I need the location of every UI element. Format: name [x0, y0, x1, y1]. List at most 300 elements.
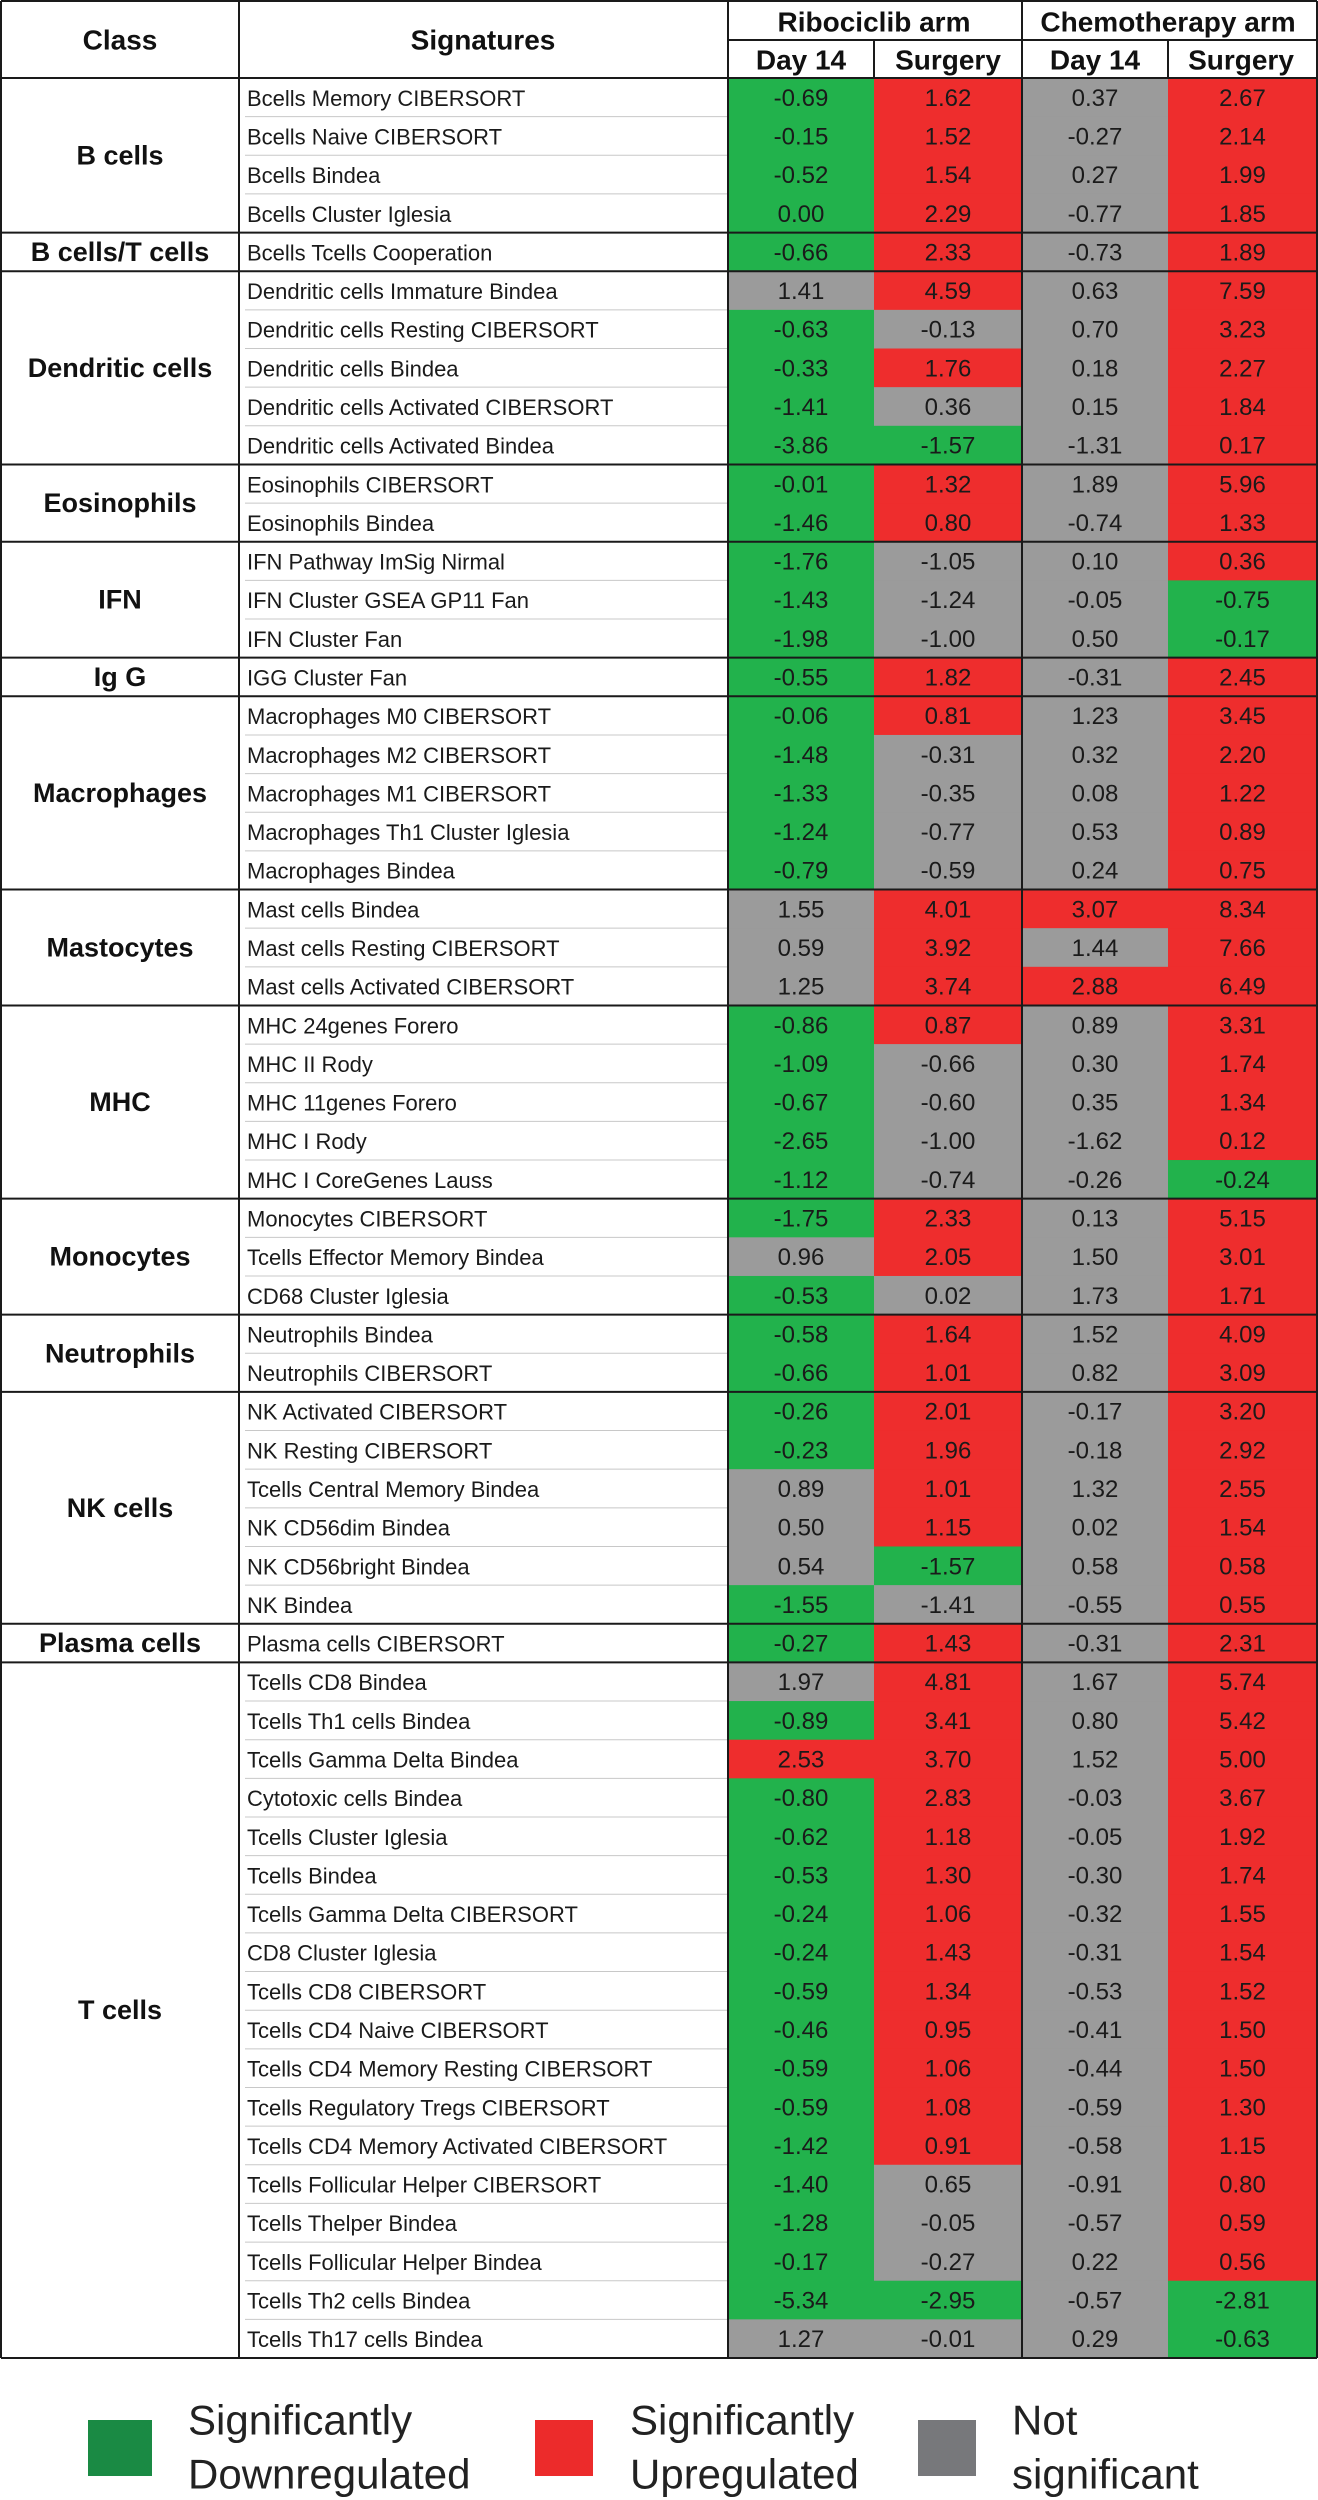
- value-label: 0.81: [924, 703, 972, 731]
- signature-label: Dendritic cells Activated Bindea: [247, 433, 554, 459]
- value-label: 1.67: [1071, 1669, 1119, 1697]
- signature-label: Tcells CD4 Naive CIBERSORT: [247, 2018, 549, 2044]
- value-label: 2.92: [1219, 1437, 1266, 1465]
- value-label: 7.59: [1219, 278, 1266, 306]
- value-label: 0.63: [1071, 278, 1119, 306]
- signature-label: IFN Cluster Fan: [247, 626, 403, 652]
- value-label: 0.89: [1219, 819, 1266, 847]
- header-ribociclib-arm: Ribociclib arm: [777, 6, 971, 38]
- value-label: 0.15: [1071, 393, 1119, 421]
- class-label: Neutrophils: [44, 1338, 196, 1369]
- value-label: -0.67: [773, 1089, 829, 1117]
- signature-label: Tcells Cluster Iglesia: [247, 1824, 448, 1850]
- value-label: 2.53: [777, 1746, 825, 1774]
- value-label: -0.86: [773, 1012, 829, 1040]
- value-label: 1.15: [924, 1514, 972, 1542]
- value-label: 1.06: [924, 2055, 972, 2083]
- value-label: -1.28: [773, 2210, 829, 2238]
- value-label: 1.52: [924, 123, 972, 151]
- signature-label: Mast cells Activated CIBERSORT: [247, 974, 575, 1000]
- value-label: -1.24: [773, 819, 829, 847]
- value-label: 5.15: [1219, 1205, 1266, 1233]
- value-label: -1.98: [773, 625, 829, 653]
- value-label: 1.89: [1071, 471, 1119, 499]
- header-signatures: Signatures: [410, 24, 556, 56]
- value-label: 0.82: [1071, 1360, 1119, 1388]
- value-label: -0.31: [1067, 664, 1123, 692]
- value-label: -1.55: [773, 1591, 829, 1619]
- signature-label: Mast cells Resting CIBERSORT: [247, 935, 560, 961]
- value-label: 0.89: [1071, 1012, 1119, 1040]
- signature-label: Bcells Cluster Iglesia: [247, 201, 452, 227]
- value-label: 2.05: [924, 1244, 972, 1272]
- value-label: 0.87: [924, 1012, 972, 1040]
- signature-label: Macrophages Bindea: [247, 858, 455, 884]
- signature-label: Eosinophils Bindea: [247, 510, 435, 536]
- value-label: 1.52: [1071, 1321, 1119, 1349]
- value-label: -2.65: [773, 1128, 829, 1156]
- signature-label: NK CD56dim Bindea: [247, 1515, 450, 1541]
- value-label: -1.42: [773, 2132, 829, 2160]
- value-label: 1.43: [924, 1630, 972, 1658]
- value-label: -0.62: [773, 1823, 829, 1851]
- value-label: 2.27: [1219, 355, 1266, 383]
- value-label: -0.89: [773, 1707, 829, 1735]
- signature-label: Tcells CD4 Memory Activated CIBERSORT: [247, 2133, 668, 2159]
- value-label: -1.43: [773, 587, 829, 615]
- value-label: -0.24: [773, 1939, 829, 1967]
- value-label: 2.29: [924, 200, 972, 228]
- value-label: 1.01: [924, 1360, 972, 1388]
- value-label: 1.97: [777, 1669, 825, 1697]
- value-label: -0.30: [1067, 1862, 1123, 1890]
- value-label: 0.59: [1219, 2210, 1266, 2238]
- value-label: 2.33: [924, 239, 972, 267]
- signature-label: Bcells Tcells Cooperation: [247, 240, 493, 266]
- value-label: 1.92: [1219, 1823, 1266, 1851]
- legend-ns-line1: Not: [1012, 2396, 1078, 2444]
- value-label: 1.50: [1219, 2017, 1266, 2045]
- value-label: 1.71: [1219, 1282, 1266, 1310]
- signature-label: Dendritic cells Resting CIBERSORT: [247, 317, 599, 343]
- value-label: 1.43: [924, 1939, 972, 1967]
- value-label: -0.58: [773, 1321, 829, 1349]
- value-label: -1.05: [920, 548, 976, 576]
- value-label: 0.91: [924, 2132, 972, 2160]
- value-label: -0.24: [1215, 1166, 1270, 1194]
- value-label: -0.59: [773, 1978, 829, 2006]
- signature-label: Neutrophils CIBERSORT: [247, 1361, 493, 1387]
- signature-label: Tcells Bindea: [247, 1863, 377, 1889]
- value-label: -1.40: [773, 2171, 829, 2199]
- value-label: -1.09: [773, 1050, 829, 1078]
- value-label: 0.59: [777, 934, 825, 962]
- value-label: -0.17: [1215, 625, 1270, 653]
- legend-down-line1: Significantly: [188, 2396, 413, 2444]
- value-label: 0.70: [1071, 316, 1119, 344]
- legend: [88, 2397, 1199, 2498]
- value-label: 4.81: [924, 1669, 972, 1697]
- class-label: Mastocytes: [46, 932, 194, 963]
- value-label: -0.74: [1067, 509, 1123, 537]
- value-label: 1.82: [924, 664, 972, 692]
- value-label: 0.13: [1071, 1205, 1119, 1233]
- value-label: 0.36: [1219, 548, 1266, 576]
- value-label: 3.09: [1219, 1360, 1266, 1388]
- value-label: 3.45: [1219, 703, 1266, 731]
- signature-label: Macrophages M0 CIBERSORT: [247, 704, 552, 730]
- value-label: -0.26: [773, 1398, 829, 1426]
- signature-label: Tcells Effector Memory Bindea: [247, 1245, 544, 1271]
- value-label: 0.55: [1219, 1591, 1266, 1619]
- legend-down-line2: Downregulated: [188, 2450, 471, 2498]
- value-label: -0.75: [1215, 587, 1270, 615]
- value-label: -1.24: [920, 587, 976, 615]
- signature-label: IFN Pathway ImSig Nirmal: [247, 549, 505, 575]
- class-label: B cells/T cells: [30, 236, 210, 267]
- signature-label: MHC 11genes Forero: [247, 1090, 457, 1116]
- class-label: Ig G: [93, 661, 147, 692]
- value-label: 0.54: [777, 1553, 825, 1581]
- value-label: -0.57: [1067, 2287, 1123, 2315]
- value-label: -0.23: [773, 1437, 829, 1465]
- value-label: -0.52: [773, 162, 829, 190]
- value-label: 2.01: [924, 1398, 972, 1426]
- signature-label: MHC I CoreGenes Lauss: [247, 1167, 493, 1193]
- value-label: 2.14: [1219, 123, 1266, 151]
- value-label: -1.33: [773, 780, 829, 808]
- signature-label: CD8 Cluster Iglesia: [247, 1940, 437, 1966]
- value-label: 0.00: [777, 200, 825, 228]
- value-label: 1.33: [1219, 509, 1266, 537]
- value-label: -0.59: [773, 2094, 829, 2122]
- value-label: 1.54: [1219, 1514, 1266, 1542]
- value-label: -1.31: [1067, 432, 1123, 460]
- value-label: -0.31: [1067, 1630, 1123, 1658]
- value-label: 8.34: [1219, 896, 1266, 924]
- value-label: 3.31: [1219, 1012, 1266, 1040]
- value-label: -0.27: [1067, 123, 1123, 151]
- value-label: -0.66: [773, 239, 829, 267]
- value-label: 0.80: [924, 509, 972, 537]
- value-label: 1.50: [1219, 2055, 1266, 2083]
- value-label: 0.80: [1071, 1707, 1119, 1735]
- class-label: IFN: [98, 584, 142, 615]
- legend-swatch-up: [535, 2420, 593, 2476]
- value-label: 1.32: [1071, 1476, 1119, 1504]
- value-label: -0.69: [773, 84, 829, 112]
- value-label: -1.41: [920, 1591, 976, 1619]
- signature-label: Tcells Follicular Helper Bindea: [247, 2249, 542, 2275]
- value-label: 3.67: [1219, 1785, 1266, 1813]
- signature-label: Tcells Gamma Delta CIBERSORT: [247, 1902, 578, 1928]
- header-ribo-surgery: Surgery: [895, 44, 1001, 76]
- value-label: 1.55: [777, 896, 825, 924]
- value-label: -0.17: [1067, 1398, 1123, 1426]
- header-chemotherapy-arm: Chemotherapy arm: [1040, 6, 1296, 38]
- value-label: 1.52: [1219, 1978, 1266, 2006]
- value-label: -1.57: [920, 432, 976, 460]
- signature-label: MHC 24genes Forero: [247, 1013, 459, 1039]
- value-label: 1.06: [924, 1901, 972, 1929]
- signature-label: IFN Cluster GSEA GP11 Fan: [247, 588, 530, 614]
- signature-label: NK Resting CIBERSORT: [247, 1438, 493, 1464]
- value-label: 3.01: [1219, 1244, 1266, 1272]
- value-label: -1.48: [773, 741, 829, 769]
- value-label: -3.86: [773, 432, 829, 460]
- value-label: -0.74: [920, 1166, 976, 1194]
- value-label: -1.00: [920, 625, 976, 653]
- value-label: 5.74: [1219, 1669, 1266, 1697]
- value-label: -0.91: [1067, 2171, 1123, 2199]
- value-label: 1.50: [1071, 1244, 1119, 1272]
- value-label: -0.66: [920, 1050, 976, 1078]
- value-label: -0.31: [920, 741, 976, 769]
- value-label: -5.34: [773, 2287, 829, 2315]
- value-label: -2.95: [920, 2287, 976, 2315]
- value-label: 1.74: [1219, 1050, 1266, 1078]
- value-label: 0.24: [1071, 857, 1119, 885]
- value-label: 0.37: [1071, 84, 1119, 112]
- value-label: -1.00: [920, 1128, 976, 1156]
- value-label: -1.46: [773, 509, 829, 537]
- value-label: 3.20: [1219, 1398, 1266, 1426]
- value-label: -0.18: [1067, 1437, 1123, 1465]
- signature-label: Tcells Regulatory Tregs CIBERSORT: [247, 2095, 610, 2121]
- signature-label: NK CD56bright Bindea: [247, 1554, 470, 1580]
- class-label: Eosinophils: [43, 488, 197, 519]
- value-label: 2.31: [1219, 1630, 1266, 1658]
- value-label: 1.08: [924, 2094, 972, 2122]
- signature-label: Mast cells Bindea: [247, 897, 420, 923]
- value-label: -0.63: [773, 316, 829, 344]
- value-label: 0.35: [1071, 1089, 1119, 1117]
- header-chemo-surgery: Surgery: [1188, 44, 1294, 76]
- signature-label: Bcells Memory CIBERSORT: [247, 85, 526, 111]
- value-label: -0.32: [1067, 1901, 1123, 1929]
- value-label: -0.27: [920, 2248, 976, 2276]
- value-label: -0.55: [773, 664, 829, 692]
- value-label: -0.77: [920, 819, 976, 847]
- value-label: 6.49: [1219, 973, 1266, 1001]
- value-label: -0.53: [773, 1862, 829, 1890]
- class-label: Monocytes: [49, 1241, 191, 1272]
- value-label: 0.58: [1219, 1553, 1266, 1581]
- value-label: 1.22: [1219, 780, 1266, 808]
- signature-label: Cytotoxic cells Bindea: [247, 1786, 463, 1812]
- value-label: 0.10: [1071, 548, 1119, 576]
- signature-label: Tcells CD8 Bindea: [247, 1670, 427, 1696]
- value-label: 1.52: [1071, 1746, 1119, 1774]
- signature-label: Dendritic cells Immature Bindea: [247, 279, 558, 305]
- value-label: 0.50: [1071, 625, 1119, 653]
- value-label: -0.01: [773, 471, 829, 499]
- value-label: -0.53: [1067, 1978, 1123, 2006]
- value-label: -0.17: [773, 2248, 829, 2276]
- value-label: 1.89: [1219, 239, 1266, 267]
- legend-up-line1: Significantly: [630, 2396, 855, 2444]
- legend-up-line2: Upregulated: [630, 2450, 859, 2498]
- signature-label: MHC II Rody: [247, 1051, 373, 1077]
- value-label: -0.44: [1067, 2055, 1123, 2083]
- value-label: 0.50: [777, 1514, 825, 1542]
- signature-label: Macrophages Th1 Cluster Iglesia: [247, 820, 570, 846]
- value-label: 1.74: [1219, 1862, 1266, 1890]
- value-label: 1.01: [924, 1476, 972, 1504]
- legend-ns-line2: significant: [1012, 2450, 1199, 2498]
- value-label: -0.59: [1067, 2094, 1123, 2122]
- value-label: 0.08: [1071, 780, 1119, 808]
- signature-label: Plasma cells CIBERSORT: [247, 1631, 505, 1657]
- value-label: 1.96: [924, 1437, 972, 1465]
- class-label: B cells: [76, 140, 164, 171]
- legend-swatch-ns: [918, 2420, 976, 2476]
- value-label: 0.30: [1071, 1050, 1119, 1078]
- value-label: -0.03: [1067, 1785, 1123, 1813]
- value-label: -0.05: [1067, 587, 1123, 615]
- signature-label: NK Bindea: [247, 1592, 353, 1618]
- value-label: -0.31: [1067, 1939, 1123, 1967]
- value-label: 1.62: [924, 84, 972, 112]
- class-label: MHC: [89, 1087, 151, 1118]
- value-label: -0.13: [920, 316, 976, 344]
- signature-label: Monocytes CIBERSORT: [247, 1206, 488, 1232]
- class-label: T cells: [77, 1995, 163, 2026]
- signature-label: MHC I Rody: [247, 1129, 367, 1155]
- value-label: -0.53: [773, 1282, 829, 1310]
- value-label: 0.22: [1071, 2248, 1119, 2276]
- signature-label: Tcells Thelper Bindea: [247, 2211, 457, 2237]
- signature-label: Bcells Naive CIBERSORT: [247, 124, 503, 150]
- value-label: 1.32: [924, 471, 972, 499]
- value-label: -0.41: [1067, 2017, 1123, 2045]
- value-label: 0.56: [1219, 2248, 1266, 2276]
- value-label: -1.12: [773, 1166, 829, 1194]
- value-label: 7.66: [1219, 934, 1266, 962]
- value-label: 5.96: [1219, 471, 1266, 499]
- signature-label: Tcells Central Memory Bindea: [247, 1477, 540, 1503]
- value-label: 0.02: [1071, 1514, 1119, 1542]
- value-label: -0.27: [773, 1630, 829, 1658]
- value-label: 2.33: [924, 1205, 972, 1233]
- value-label: 1.54: [924, 162, 972, 190]
- value-label: -0.05: [1067, 1823, 1123, 1851]
- value-label: 1.27: [777, 2326, 825, 2354]
- legend-swatch-down: [88, 2420, 152, 2476]
- value-label: -1.75: [773, 1205, 829, 1233]
- value-label: 0.36: [924, 393, 972, 421]
- value-label: 0.58: [1071, 1553, 1119, 1581]
- value-label: -0.35: [920, 780, 976, 808]
- value-label: 0.27: [1071, 162, 1119, 190]
- value-label: -1.62: [1067, 1128, 1123, 1156]
- value-label: 2.55: [1219, 1476, 1266, 1504]
- value-label: 1.54: [1219, 1939, 1266, 1967]
- signature-label: Tcells CD8 CIBERSORT: [247, 1979, 487, 2005]
- value-label: 1.64: [924, 1321, 972, 1349]
- value-label: -0.57: [1067, 2210, 1123, 2238]
- value-label: -0.59: [773, 2055, 829, 2083]
- value-label: 1.99: [1219, 162, 1266, 190]
- value-label: 3.70: [924, 1746, 972, 1774]
- signature-label: Dendritic cells Activated CIBERSORT: [247, 394, 614, 420]
- header-ribo-day14: Day 14: [755, 44, 847, 76]
- value-label: 1.76: [924, 355, 972, 383]
- value-label: -0.01: [920, 2326, 976, 2354]
- value-label: 2.45: [1219, 664, 1266, 692]
- signature-label: CD68 Cluster Iglesia: [247, 1283, 449, 1309]
- value-label: 0.65: [924, 2171, 972, 2199]
- value-label: 4.09: [1219, 1321, 1266, 1349]
- signature-label: Tcells Th2 cells Bindea: [247, 2288, 471, 2314]
- header-class: Class: [82, 24, 158, 56]
- value-label: 2.20: [1219, 741, 1266, 769]
- value-label: 0.32: [1071, 741, 1119, 769]
- value-label: 0.53: [1071, 819, 1119, 847]
- value-label: 4.01: [924, 896, 972, 924]
- value-label: 0.12: [1219, 1128, 1266, 1156]
- signature-label: Tcells CD4 Memory Resting CIBERSORT: [247, 2056, 653, 2082]
- value-label: -0.60: [920, 1089, 976, 1117]
- signature-label: Tcells Th17 cells Bindea: [247, 2327, 483, 2353]
- value-label: 1.30: [1219, 2094, 1266, 2122]
- signature-label: Bcells Bindea: [247, 163, 381, 189]
- signature-label: NK Activated CIBERSORT: [247, 1399, 508, 1425]
- value-label: 2.88: [1071, 973, 1119, 1001]
- value-label: 3.92: [924, 934, 972, 962]
- value-label: -0.26: [1067, 1166, 1123, 1194]
- value-label: 3.74: [924, 973, 972, 1001]
- value-label: -1.76: [773, 548, 829, 576]
- value-label: -0.06: [773, 703, 829, 731]
- value-label: 1.85: [1219, 200, 1266, 228]
- class-label: Plasma cells: [38, 1628, 202, 1659]
- value-label: 1.73: [1071, 1282, 1119, 1310]
- value-label: 1.41: [777, 278, 825, 306]
- value-label: 1.34: [1219, 1089, 1266, 1117]
- signature-label: Tcells Follicular Helper CIBERSORT: [247, 2172, 602, 2198]
- value-label: 5.42: [1219, 1707, 1266, 1735]
- value-label: 3.23: [1219, 316, 1266, 344]
- value-label: -0.66: [773, 1360, 829, 1388]
- value-label: 0.75: [1219, 857, 1266, 885]
- value-label: -0.15: [773, 123, 829, 151]
- signature-label: Tcells Th1 cells Bindea: [247, 1708, 471, 1734]
- value-label: 0.95: [924, 2017, 972, 2045]
- value-label: 2.67: [1219, 84, 1266, 112]
- value-label: 0.96: [777, 1244, 825, 1272]
- value-label: -0.33: [773, 355, 829, 383]
- value-label: -0.58: [1067, 2132, 1123, 2160]
- value-label: 0.18: [1071, 355, 1119, 383]
- value-label: 1.55: [1219, 1901, 1266, 1929]
- value-label: 5.00: [1219, 1746, 1266, 1774]
- value-label: 0.89: [777, 1476, 825, 1504]
- value-label: 1.15: [1219, 2132, 1266, 2160]
- value-label: -0.24: [773, 1901, 829, 1929]
- value-label: 1.18: [924, 1823, 972, 1851]
- value-label: -0.77: [1067, 200, 1123, 228]
- value-label: -0.59: [920, 857, 976, 885]
- signature-label: IGG Cluster Fan: [247, 665, 408, 691]
- value-label: -0.05: [920, 2210, 976, 2238]
- value-label: -0.63: [1215, 2326, 1270, 2354]
- value-label: 1.23: [1071, 703, 1119, 731]
- signature-label: Dendritic cells Bindea: [247, 356, 459, 382]
- signature-label: Eosinophils CIBERSORT: [247, 472, 494, 498]
- header-chemo-day14: Day 14: [1049, 44, 1141, 76]
- value-label: -1.57: [920, 1553, 976, 1581]
